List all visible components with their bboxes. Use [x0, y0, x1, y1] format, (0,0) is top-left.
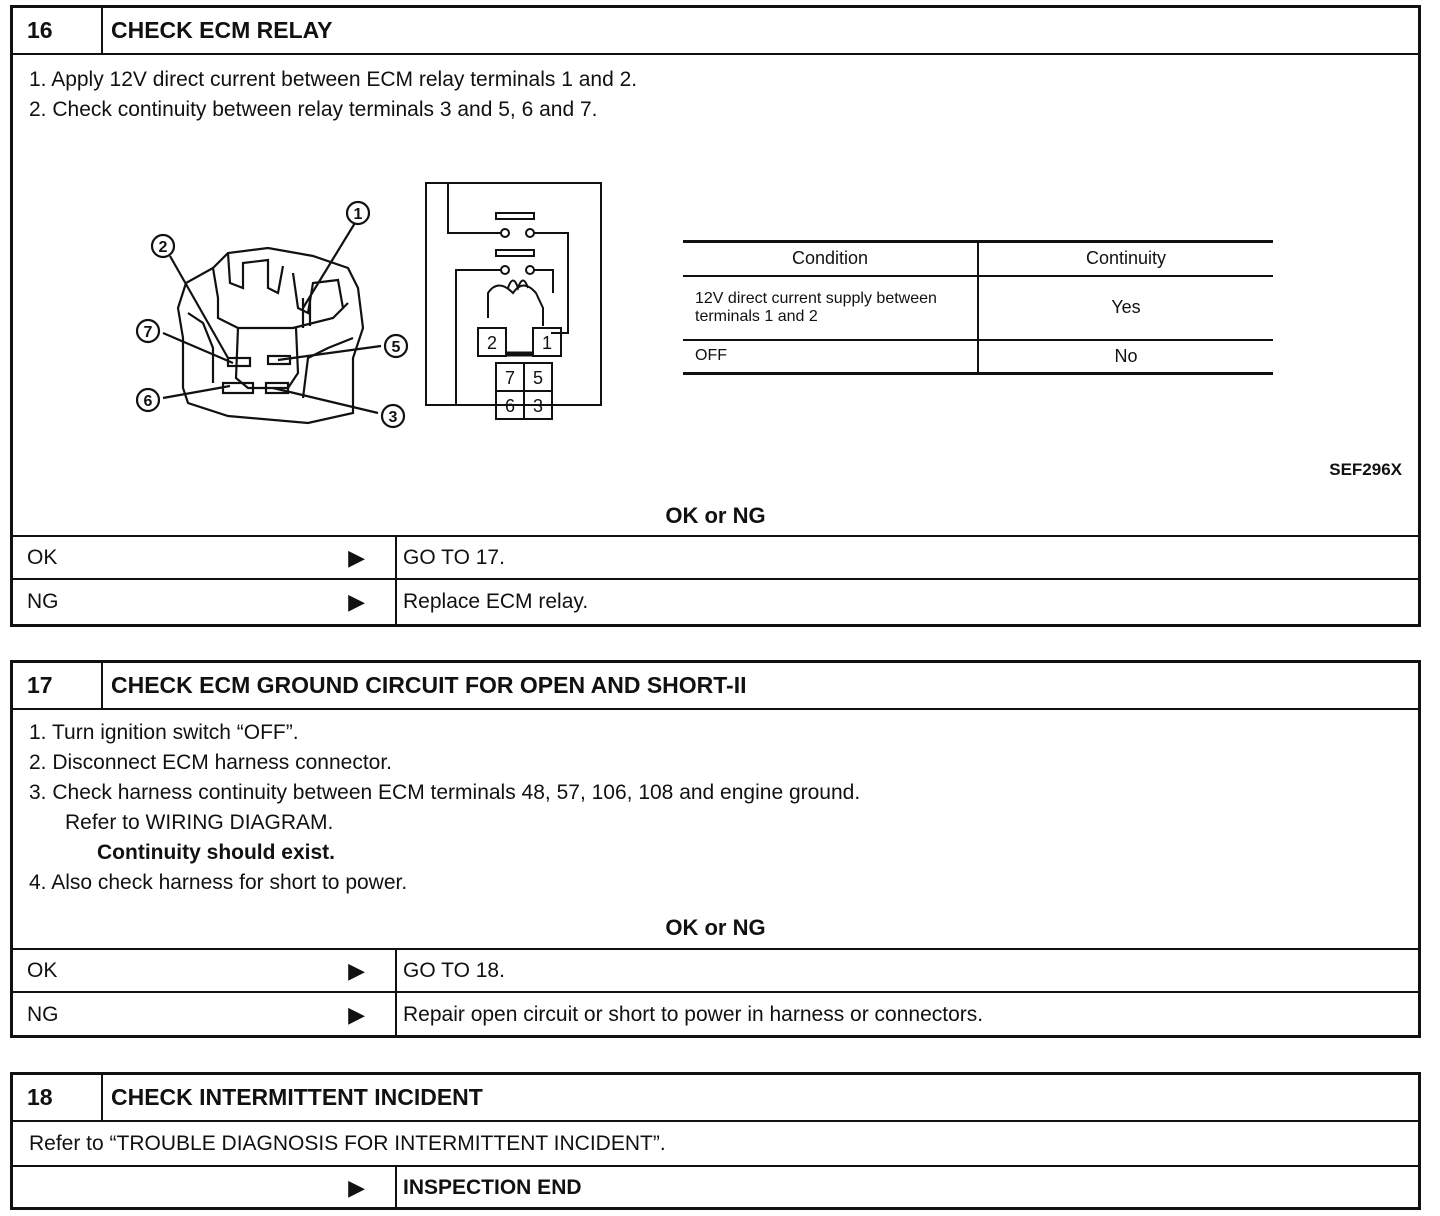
step-number: 16 [13, 8, 103, 53]
callout-5: 5 [391, 339, 401, 356]
callout-1: 1 [353, 206, 363, 223]
result-label: NG [27, 1002, 59, 1026]
instruction-line: Refer to WIRING DIAGRAM. [65, 811, 334, 834]
schematic-terminal-2: 2 [486, 333, 498, 353]
step-title: CHECK ECM GROUND CIRCUIT FOR OPEN AND SHORT-II [111, 672, 747, 698]
table-cell-continuity: No [1114, 345, 1138, 366]
result-row-ok[interactable] [13, 535, 1418, 578]
step-17-instructions [13, 710, 1418, 898]
table-cell-condition: OFF [683, 340, 978, 374]
result-label: OK [27, 958, 58, 982]
step-18-header [13, 1075, 1418, 1122]
table-header-continuity: Continuity [1085, 248, 1167, 269]
arrow-icon: ▶ [348, 544, 365, 570]
callout-2: 2 [158, 239, 168, 256]
step-number: 18 [13, 1075, 103, 1120]
step-17-header [13, 663, 1418, 710]
figure-ref-code: SEF296X [1329, 460, 1402, 479]
step-16-box [10, 5, 1421, 627]
table-cell-continuity: Yes [1111, 297, 1141, 317]
result-action: INSPECTION END [403, 1176, 582, 1199]
arrow-icon: ▶ [348, 1001, 365, 1027]
callout-7: 7 [143, 324, 153, 341]
result-action: Replace ECM relay. [403, 590, 589, 613]
result-label: NG [27, 590, 59, 613]
result-action: Repair open circuit or short to power in harness or connectors. [403, 1002, 984, 1026]
ok-or-ng-label: OK or NG [665, 503, 766, 528]
step-18-instruction: Refer to “TROUBLE DIAGNOSIS FOR INTERMITTENT INCIDENT”. [29, 1131, 666, 1155]
schematic-terminal-3: 3 [532, 396, 544, 416]
table-cell-condition: 12V direct current supply between terminals 1 and 2 [683, 276, 978, 340]
callout-3: 3 [388, 409, 398, 426]
schematic-terminal-7: 7 [504, 368, 516, 388]
schematic-terminal-6: 6 [504, 396, 516, 416]
step-title: CHECK ECM RELAY [111, 17, 333, 43]
relay-schematic [418, 178, 618, 428]
instruction-line: 3. Check harness continuity between ECM terminals 48, 57, 106, 108 and engine ground. [29, 781, 861, 804]
result-action: GO TO 18. [403, 958, 505, 982]
callout-6: 6 [143, 393, 153, 410]
schematic-terminal-1: 1 [541, 333, 553, 353]
step-16-instructions [13, 55, 1418, 125]
ok-or-ng-label: OK or NG [665, 915, 766, 940]
instruction-emphasis: Continuity should exist. [97, 841, 336, 864]
arrow-icon: ▶ [348, 957, 365, 983]
arrow-icon: ▶ [348, 1175, 365, 1200]
relay-illustration [118, 188, 428, 438]
step-17-box [10, 660, 1421, 1038]
instruction-line: 1. Apply 12V direct current between ECM relay terminals 1 and 2. [29, 68, 638, 91]
result-row-end[interactable] [13, 1165, 1418, 1209]
table-header-condition: Condition [683, 242, 978, 276]
arrow-icon: ▶ [348, 589, 365, 614]
result-row-ng[interactable] [13, 578, 1418, 624]
result-action: GO TO 17. [403, 545, 505, 569]
result-row-ok[interactable] [13, 948, 1418, 991]
instruction-line: 1. Turn ignition switch “OFF”. [29, 721, 299, 744]
instruction-line: 2. Check continuity between relay terminals 3 and 5, 6 and 7. [29, 98, 598, 121]
step-title: CHECK INTERMITTENT INCIDENT [111, 1084, 483, 1110]
schematic-terminal-5: 5 [532, 368, 544, 388]
step-16-header [13, 8, 1418, 55]
step-18-box [10, 1072, 1421, 1210]
continuity-table [683, 240, 1273, 375]
instruction-line: 4. Also check harness for short to power. [29, 871, 408, 894]
instruction-line: 2. Disconnect ECM harness connector. [29, 751, 393, 774]
result-label: OK [27, 545, 58, 569]
step-number: 17 [13, 663, 103, 708]
result-row-ng[interactable] [13, 991, 1418, 1036]
